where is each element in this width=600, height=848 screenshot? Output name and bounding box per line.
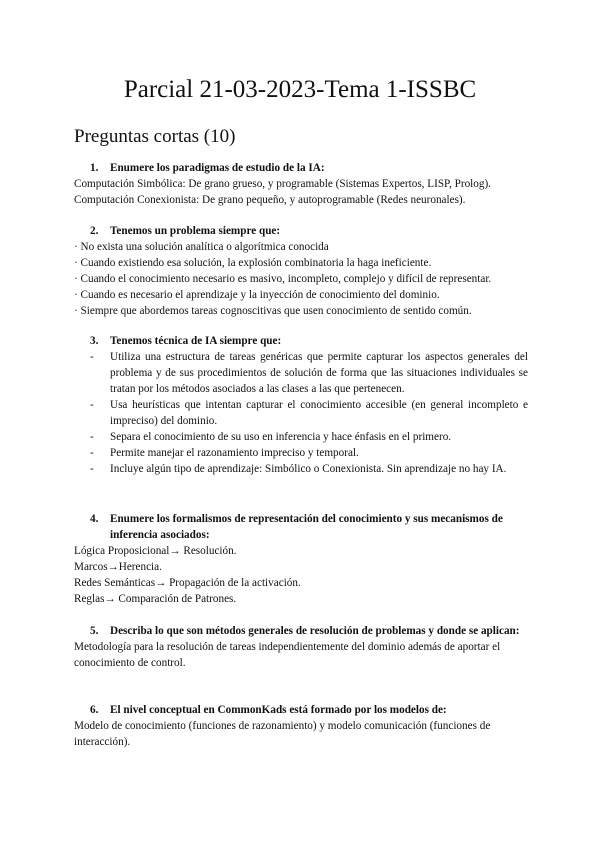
question-text: Tenemos técnica de IA siempre que: — [110, 335, 282, 347]
answer-line: Metodología para la resolución de tareas independientemente del dominio además de aportar el conocimiento de control. — [74, 641, 501, 669]
question-text: Tenemos un problema siempre que: — [110, 225, 281, 237]
question-text: Enumere los paradigmas de estudio de la IA: — [110, 162, 325, 174]
answer-text: Permite manejar el razonamiento impreciso y temporal. — [110, 447, 359, 459]
dash-bullet: - — [90, 351, 94, 363]
answer-line: Lógica Proposicional→ Resolución. — [74, 545, 237, 557]
answer-line: Modelo de conocimiento (funciones de razonamiento) y modelo comunicación (funciones de interacción). — [74, 720, 491, 748]
answer-item — [74, 429, 528, 445]
answer-line: Marcos→Herencia. — [74, 561, 162, 573]
answer-text: Separa el conocimiento de su uso en inferencia y hace énfasis en el primero. — [110, 431, 452, 443]
answer-text: Usa heurísticas que intentan capturar el conocimiento accesible (en general incompleto e impreciso) del dominio. — [110, 399, 528, 427]
answer-item — [74, 349, 528, 397]
answer-line: · Cuando existiendo esa solución, la explosión combinatoria la haga ineficiente. — [74, 257, 432, 269]
question-6 — [74, 702, 528, 750]
answer-line: Computación Simbólica: De grano grueso, y programable (Sistemas Expertos, LISP, Prolog). — [74, 178, 491, 190]
question-text: El nivel conceptual en CommonKads está formado por los modelos de: — [110, 704, 447, 716]
answer-text: Utiliza una estructura de tareas genéricas que permite capturar los aspectos generales del problema y de sus procedimientos de solución de forma que las situaciones individuales se tratan por los métodos asociados a las clases a las que pertenecen. — [110, 351, 528, 395]
answer-item — [74, 461, 528, 477]
dash-bullet: - — [90, 447, 94, 459]
question-1 — [74, 160, 528, 208]
answer-text: Incluye algún tipo de aprendizaje: Simbólico o Conexionista. Sin aprendizaje no hay IA. — [110, 463, 507, 475]
answer-item — [74, 397, 528, 429]
answer-line: · Siempre que abordemos tareas cognoscitivas que usen conocimiento de sentido común. — [74, 305, 472, 317]
question-number: 4. — [90, 513, 99, 525]
question-number: 6. — [90, 704, 99, 716]
question-text: Enumere los formalismos de representación del conocimiento y sus mecanismos de inferencia asociados: — [110, 513, 503, 541]
answer-item — [74, 445, 528, 461]
question-3 — [74, 333, 528, 477]
question-number: 3. — [90, 335, 99, 347]
answer-line: Reglas→ Comparación de Patrones. — [74, 593, 237, 605]
question-text: Describa lo que son métodos generales de resolución de problemas y donde se aplican: — [110, 625, 520, 637]
question-5 — [74, 623, 528, 671]
question-number: 5. — [90, 625, 99, 637]
answer-line: · Cuando el conocimiento necesario es masivo, incompleto, complejo y difícil de representar. — [74, 273, 492, 285]
question-4 — [74, 511, 528, 607]
section-heading: Preguntas cortas (10) — [74, 126, 236, 147]
answer-line: · No exista una solución analítica o algorítmica conocida — [74, 241, 329, 253]
dash-bullet: - — [90, 463, 94, 475]
dash-bullet: - — [90, 431, 94, 443]
document-title: Parcial 21-03-2023-Tema 1-ISSBC — [123, 76, 477, 103]
answer-line: · Cuando es necesario el aprendizaje y la inyección de conocimiento del dominio. — [74, 289, 440, 301]
question-number: 1. — [90, 162, 99, 174]
answer-line: Redes Semánticas→ Propagación de la activación. — [74, 577, 301, 589]
dash-bullet: - — [90, 399, 94, 411]
answer-line: Computación Conexionista: De grano pequeño, y autoprogramable (Redes neuronales). — [74, 194, 466, 206]
question-2 — [74, 223, 528, 319]
question-number: 2. — [90, 225, 99, 237]
